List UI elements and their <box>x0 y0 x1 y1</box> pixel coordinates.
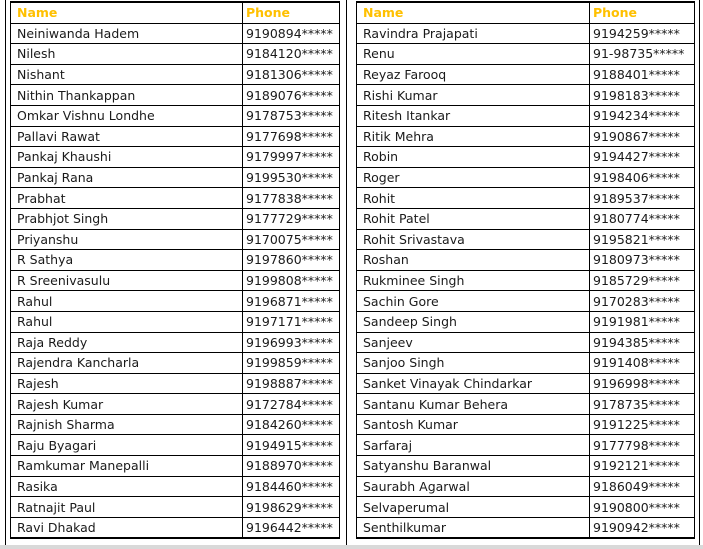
contact-name-cell: Rajendra Kancharla <box>11 353 243 374</box>
contact-phone-cell: 9191981***** <box>590 311 695 332</box>
contact-name-cell: Pankaj Rana <box>11 167 243 188</box>
table-header-row <box>11 2 340 23</box>
table-row <box>357 188 695 209</box>
contact-name-cell: Satyanshu Baranwal <box>357 456 590 477</box>
contact-name-cell: Renu <box>357 44 590 65</box>
table-row <box>357 291 695 312</box>
contact-name-cell: Sanjeev <box>357 332 590 353</box>
contact-name-cell: Santosh Kumar <box>357 414 590 435</box>
table-row <box>11 167 340 188</box>
right-table-body <box>357 23 695 538</box>
table-row <box>357 105 695 126</box>
contact-name-cell: Rahul <box>11 291 243 312</box>
table-row <box>357 147 695 168</box>
contact-name-cell: Rohit Patel <box>357 208 590 229</box>
contact-name-cell: Ramkumar Manepalli <box>11 456 243 477</box>
contact-phone-cell: 9196998***** <box>590 373 695 394</box>
name-column-header: Name <box>11 2 243 23</box>
table-row <box>357 23 695 44</box>
table-row <box>357 270 695 291</box>
table-row <box>357 167 695 188</box>
contact-phone-cell: 9196871***** <box>243 291 340 312</box>
contact-phone-cell: 9189537***** <box>590 188 695 209</box>
contact-name-cell: Ratnajit Paul <box>11 497 243 518</box>
contact-phone-cell: 9190867***** <box>590 126 695 147</box>
contact-phone-cell: 9192121***** <box>590 456 695 477</box>
contact-name-cell: Roger <box>357 167 590 188</box>
contact-phone-cell: 9199808***** <box>243 270 340 291</box>
contact-name-cell: Selvaperumal <box>357 497 590 518</box>
contact-name-cell: Rahul <box>11 311 243 332</box>
table-row <box>11 44 340 65</box>
table-row <box>357 44 695 65</box>
contact-phone-cell: 9198887***** <box>243 373 340 394</box>
table-row <box>357 85 695 106</box>
table-row <box>357 250 695 271</box>
contact-name-cell: Omkar Vishnu Londhe <box>11 105 243 126</box>
contact-phone-cell: 9177729***** <box>243 208 340 229</box>
table-row <box>357 208 695 229</box>
contact-name-cell: Saurabh Agarwal <box>357 476 590 497</box>
contact-name-cell: Sarfaraj <box>357 435 590 456</box>
contact-name-cell: R Sathya <box>11 250 243 271</box>
contact-name-cell: Ravi Dhakad <box>11 517 243 538</box>
contact-name-cell: Sachin Gore <box>357 291 590 312</box>
table-row <box>11 353 340 374</box>
contact-phone-cell: 9199530***** <box>243 167 340 188</box>
contact-name-cell: Ravindra Prajapati <box>357 23 590 44</box>
contact-phone-cell: 9184460***** <box>243 476 340 497</box>
contact-phone-cell: 9194259***** <box>590 23 695 44</box>
contact-name-cell: Rajnish Sharma <box>11 414 243 435</box>
contact-name-cell: Sanket Vinayak Chindarkar <box>357 373 590 394</box>
contact-phone-cell: 9194234***** <box>590 105 695 126</box>
contact-phone-cell: 9177698***** <box>243 126 340 147</box>
contact-phone-cell: 9180973***** <box>590 250 695 271</box>
left-table-body <box>11 23 340 538</box>
contact-phone-cell: 91-98735***** <box>590 44 695 65</box>
contact-phone-cell: 9198629***** <box>243 497 340 518</box>
contact-name-cell: Pallavi Rawat <box>11 126 243 147</box>
table-row <box>357 456 695 477</box>
table-row <box>11 147 340 168</box>
contact-phone-cell: 9181306***** <box>243 64 340 85</box>
contact-name-cell: Rukminee Singh <box>357 270 590 291</box>
table-row <box>11 476 340 497</box>
contact-phone-cell: 9177838***** <box>243 188 340 209</box>
table-row <box>357 414 695 435</box>
contact-name-cell: Sandeep Singh <box>357 311 590 332</box>
contact-name-cell: Roshan <box>357 250 590 271</box>
table-row <box>357 497 695 518</box>
right-contacts-table <box>356 1 695 539</box>
contact-phone-cell: 9179997***** <box>243 147 340 168</box>
contact-name-cell: Nilesh <box>11 44 243 65</box>
table-row <box>11 85 340 106</box>
contact-phone-cell: 9195821***** <box>590 229 695 250</box>
contact-phone-cell: 9191408***** <box>590 353 695 374</box>
contact-name-cell: Santanu Kumar Behera <box>357 394 590 415</box>
table-row <box>357 332 695 353</box>
table-row <box>11 229 340 250</box>
contact-name-cell: Rajesh <box>11 373 243 394</box>
table-row <box>11 414 340 435</box>
contact-phone-cell: 9172784***** <box>243 394 340 415</box>
table-row <box>11 23 340 44</box>
contact-phone-cell: 9180774***** <box>590 208 695 229</box>
contact-phone-cell: 9178753***** <box>243 105 340 126</box>
contact-name-cell: Raju Byagari <box>11 435 243 456</box>
contact-phone-cell: 9199859***** <box>243 353 340 374</box>
page-bottom-edge <box>0 545 703 549</box>
contact-phone-cell: 9190800***** <box>590 497 695 518</box>
contact-phone-cell: 9196442***** <box>243 517 340 538</box>
name-column-header: Name <box>357 2 590 23</box>
contact-phone-cell: 9184120***** <box>243 44 340 65</box>
contact-name-cell: Robin <box>357 147 590 168</box>
table-row <box>357 64 695 85</box>
contact-phone-cell: 9197171***** <box>243 311 340 332</box>
table-row <box>357 229 695 250</box>
table-row <box>11 105 340 126</box>
phone-column-header: Phone <box>243 2 340 23</box>
table-row <box>357 435 695 456</box>
contact-phone-cell: 9197860***** <box>243 250 340 271</box>
table-row <box>11 126 340 147</box>
contact-name-cell: Pankaj Khaushi <box>11 147 243 168</box>
contact-name-cell: Nithin Thankappan <box>11 85 243 106</box>
table-row <box>11 270 340 291</box>
contact-name-cell: Rohit <box>357 188 590 209</box>
table-row <box>11 332 340 353</box>
contact-phone-cell: 9188401***** <box>590 64 695 85</box>
table-row <box>11 497 340 518</box>
contact-phone-cell: 9184260***** <box>243 414 340 435</box>
table-row <box>11 250 340 271</box>
contact-name-cell: Ritesh Itankar <box>357 105 590 126</box>
contact-name-cell: Ritik Mehra <box>357 126 590 147</box>
table-row <box>357 517 695 538</box>
contact-name-cell: Neiniwanda Hadem <box>11 23 243 44</box>
table-row <box>11 435 340 456</box>
contact-phone-cell: 9190894***** <box>243 23 340 44</box>
contact-phone-cell: 9186049***** <box>590 476 695 497</box>
contact-phone-cell: 9194915***** <box>243 435 340 456</box>
contact-phone-cell: 9177798***** <box>590 435 695 456</box>
contact-name-cell: Rishi Kumar <box>357 85 590 106</box>
left-contacts-table <box>10 1 340 539</box>
table-row <box>357 311 695 332</box>
contact-name-cell: Rasika <box>11 476 243 497</box>
table-row <box>357 394 695 415</box>
phone-column-header: Phone <box>590 2 695 23</box>
contact-phone-cell: 9194427***** <box>590 147 695 168</box>
table-row <box>357 373 695 394</box>
contact-name-cell: Nishant <box>11 64 243 85</box>
contact-name-cell: Sanjoo Singh <box>357 353 590 374</box>
table-row <box>11 517 340 538</box>
table-row <box>11 456 340 477</box>
contact-name-cell: Raja Reddy <box>11 332 243 353</box>
contact-name-cell: Senthilkumar <box>357 517 590 538</box>
contact-phone-cell: 9190942***** <box>590 517 695 538</box>
contact-name-cell: Rajesh Kumar <box>11 394 243 415</box>
contact-phone-cell: 9170075***** <box>243 229 340 250</box>
table-row <box>11 64 340 85</box>
contact-phone-cell: 9198406***** <box>590 167 695 188</box>
contact-phone-cell: 9189076***** <box>243 85 340 106</box>
contact-name-cell: Rohit Srivastava <box>357 229 590 250</box>
contact-phone-cell: 9198183***** <box>590 85 695 106</box>
contact-phone-cell: 9188970***** <box>243 456 340 477</box>
table-row <box>11 373 340 394</box>
table-row <box>357 353 695 374</box>
contact-phone-cell: 9185729***** <box>590 270 695 291</box>
contact-name-cell: Prabhat <box>11 188 243 209</box>
contact-phone-cell: 9191225***** <box>590 414 695 435</box>
contact-phone-cell: 9170283***** <box>590 291 695 312</box>
table-row <box>11 188 340 209</box>
contact-name-cell: Prabhjot Singh <box>11 208 243 229</box>
table-row <box>11 311 340 332</box>
table-row <box>11 208 340 229</box>
contact-phone-cell: 9194385***** <box>590 332 695 353</box>
contact-name-cell: Reyaz Farooq <box>357 64 590 85</box>
table-row <box>357 476 695 497</box>
column-divider <box>346 0 347 549</box>
table-row <box>11 394 340 415</box>
contact-phone-cell: 9178735***** <box>590 394 695 415</box>
contact-name-cell: Priyanshu <box>11 229 243 250</box>
table-row <box>11 291 340 312</box>
contact-name-cell: R Sreenivasulu <box>11 270 243 291</box>
contact-phone-cell: 9196993***** <box>243 332 340 353</box>
table-header-row <box>357 2 695 23</box>
table-row <box>357 126 695 147</box>
